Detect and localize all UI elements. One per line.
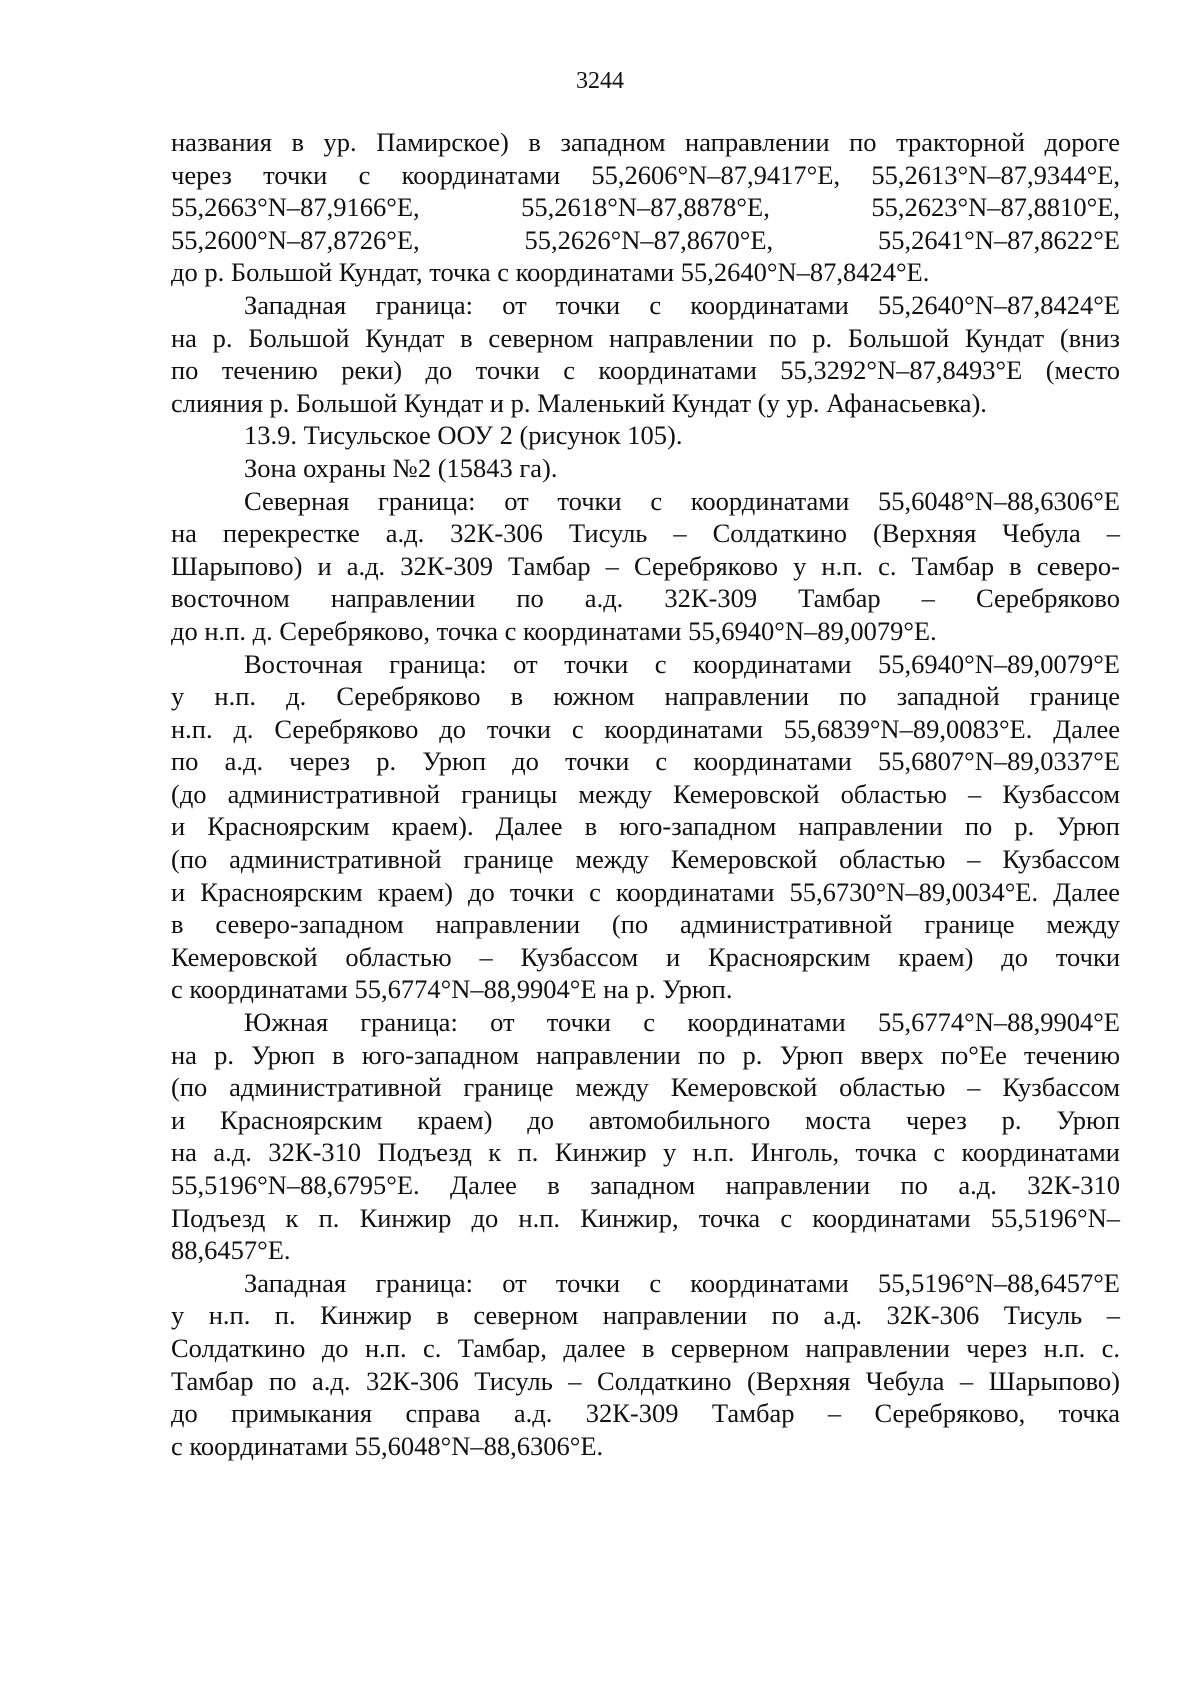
text-line: (до административной границы между Кемеровской областью – Кузбассом (171, 778, 1120, 809)
text-line: до р. Большой Кундат, точка с координатами 55,2640°N–87,8424°E. (171, 257, 930, 288)
text-line: восточном направлении по а.д. 32К-309 Тамбар – Серебряково (171, 583, 1120, 614)
text-line: Тамбар по а.д. 32К-306 Тисуль – Солдаткино (Верхняя Чебула – Шарыпово) (171, 1365, 1120, 1396)
text-line: 55,2600°N–87,8726°E, 55,2626°N–87,8670°E, 55,2641°N–87,8622°E (171, 224, 1120, 255)
text-line: и Красноярским краем) до автомобильного моста через р. Урюп (171, 1104, 1120, 1135)
text-line: 55,2663°N–87,9166°E, 55,2618°N–87,8878°E, 55,2623°N–87,8810°E, (171, 192, 1120, 223)
text-line: Северная граница: от точки с координатами 55,6048°N–88,6306°E (244, 485, 1120, 516)
text-line: Восточная граница: от точки с координатами 55,6940°N–89,0079°E (244, 648, 1120, 679)
text-line: до н.п. д. Серебряково, точка с координатами 55,6940°N–89,0079°E. (171, 615, 937, 646)
text-line: Западная граница: от точки с координатами 55,5196°N–88,6457°E (244, 1267, 1120, 1298)
text-line: Южная граница: от точки с координатами 55,6774°N–88,9904°E (244, 1007, 1120, 1038)
text-line: Солдаткино до н.п. с. Тамбар, далее в серверном направлении через н.п. с. (171, 1332, 1120, 1363)
text-line: слияния р. Большой Кундат и р. Маленький Кундат (у ур. Афанасьевка). (171, 387, 987, 418)
text-line: (по административной границе между Кемеровской областью – Кузбассом (171, 1072, 1120, 1103)
section-heading (171, 419, 1120, 452)
page-number: 3244 (576, 68, 624, 94)
text-line: через точки с координатами 55,2606°N–87,9417°E, 55,2613°N–87,9344°E, (171, 159, 1120, 190)
text-line: по а.д. через р. Урюп до точки с координатами 55,6807°N–89,0337°E (171, 746, 1120, 777)
text-line: с координатами 55,6048°N–88,6306°E. (171, 1430, 604, 1461)
paragraph-continuation (171, 126, 1120, 289)
text-line: (по административной границе между Кемеровской областью – Кузбассом (171, 844, 1120, 875)
text-line: до примыкания справа а.д. 32К-309 Тамбар – Серебряково, точка (171, 1398, 1120, 1429)
text-line: на р. Большой Кундат в северном направлении по р. Большой Кундат (вниз (171, 322, 1120, 353)
text-line: у н.п. п. Кинжир в северном направлении по а.д. 32К-306 Тисуль – (171, 1300, 1120, 1331)
paragraph-north-boundary (171, 485, 1120, 648)
text-line: с координатами 55,6774°N–88,9904°E на р. Урюп. (171, 974, 733, 1005)
text-line: Шарыпово) и а.д. 32К-309 Тамбар – Серебряково у н.п. с. Тамбар в северо- (171, 550, 1120, 581)
text-line: на перекрестке а.д. 32К-306 Тисуль – Солдаткино (Верхняя Чебула – (171, 518, 1120, 549)
text-line: названия в ур. Памирское) в западном направлении по тракторной дороге (171, 127, 1120, 157)
text-line: и Красноярским краем). Далее в юго-западном направлении по р. Урюп (171, 811, 1120, 842)
text-line: 55,5196°N–88,6795°E. Далее в западном направлении по а.д. 32К-310 (171, 1170, 1120, 1200)
paragraph-west-boundary-1 (171, 289, 1120, 419)
paragraph-south-boundary (171, 1006, 1120, 1267)
text-line: 13.9. Тисульское ООУ 2 (рисунок 105). (244, 420, 683, 451)
text-line: у н.п. д. Серебряково в южном направлении по западной границе (171, 681, 1120, 712)
zone-title (171, 452, 1120, 485)
text-line: Западная граница: от точки с координатами 55,2640°N–87,8424°E (244, 289, 1120, 320)
text-line: на а.д. 32К-310 Подъезд к п. Кинжир у н.п. Инголь, точка с координатами (171, 1137, 1120, 1168)
text-line: н.п. д. Серебряково до точки с координатами 55,6839°N–89,0083°E. Далее (171, 713, 1120, 744)
text-line: в северо-западном направлении (по административной границе между (171, 909, 1120, 940)
paragraph-west-boundary-2 (171, 1267, 1120, 1463)
text-line: Зона охраны №2 (15843 га). (244, 452, 558, 483)
text-line: Подъезд к п. Кинжир до н.п. Кинжир, точка с координатами 55,5196°N– (171, 1202, 1120, 1233)
text-line: на р. Урюп в юго-западном направлении по р. Урюп вверх по°Ее течению (171, 1039, 1120, 1070)
paragraph-east-boundary (171, 648, 1120, 1007)
text-line: 88,6457°E. (171, 1235, 291, 1266)
text-line: Кемеровской областью – Кузбассом и Красноярским краем) до точки (171, 941, 1120, 972)
text-line: и Красноярским краем) до точки с координатами 55,6730°N–89,0034°E. Далее (171, 876, 1120, 907)
text-line: по течению реки) до точки с координатами 55,3292°N–87,8493°E (место (171, 355, 1120, 386)
body-text (171, 126, 1120, 1462)
